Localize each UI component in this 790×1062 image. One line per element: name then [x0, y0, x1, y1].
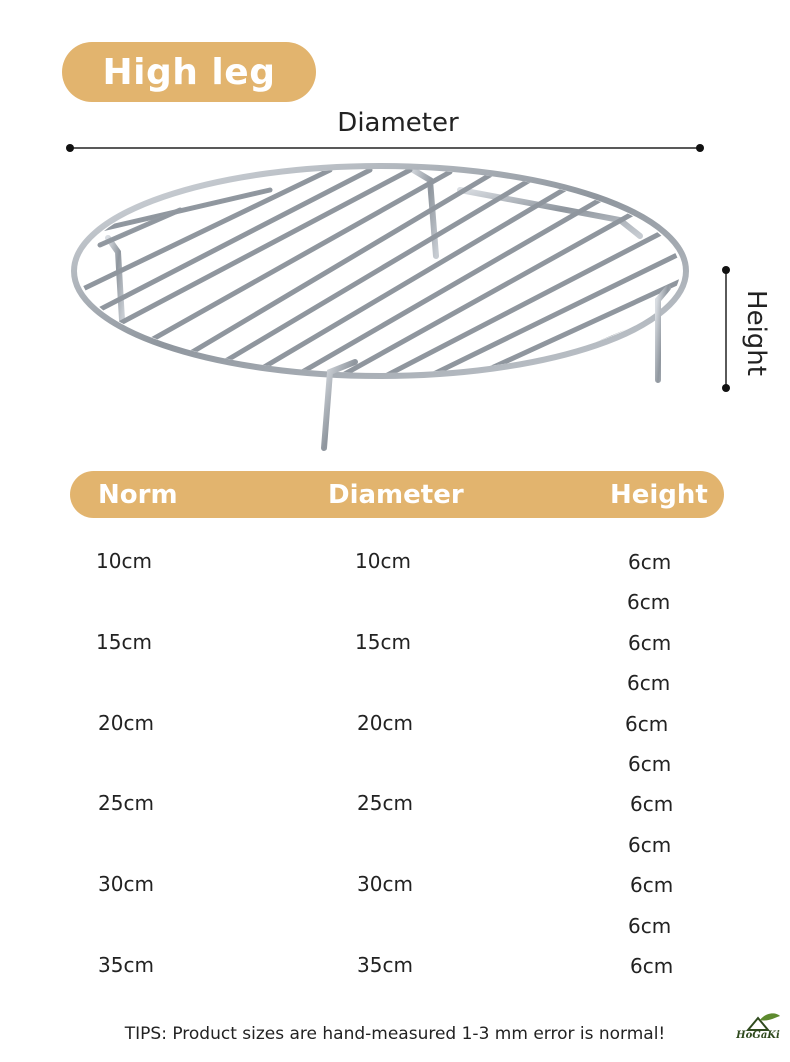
diameter-cell: 10cm [355, 549, 411, 573]
header-norm: Norm [98, 480, 178, 510]
diameter-label: Diameter [337, 108, 459, 138]
height-label: Height [741, 290, 771, 376]
diameter-dimension-line [66, 144, 704, 152]
height-cell: 6cm [625, 712, 669, 736]
table-header [70, 471, 724, 518]
header-diameter: Diameter [328, 480, 464, 510]
leaf-house-icon [730, 1010, 786, 1032]
diameter-cell: 30cm [357, 872, 413, 896]
height-cell: 6cm [630, 792, 674, 816]
brand-logo-text: HoGaKi [736, 1030, 780, 1041]
norm-cell: 35cm [98, 953, 154, 977]
height-cell: 6cm [628, 833, 672, 857]
height-cell: 6cm [627, 590, 671, 614]
height-cell: 6cm [628, 752, 672, 776]
height-cell: 6cm [630, 873, 674, 897]
diameter-cell: 25cm [357, 791, 413, 815]
diameter-cell: 20cm [357, 711, 413, 735]
height-dimension-line [722, 266, 730, 392]
diameter-cell: 35cm [357, 953, 413, 977]
norm-cell: 25cm [98, 791, 154, 815]
diameter-cell: 15cm [355, 630, 411, 654]
norm-cell: 30cm [98, 872, 154, 896]
height-cell: 6cm [628, 550, 672, 574]
height-cell: 6cm [630, 954, 674, 978]
height-cell: 6cm [628, 914, 672, 938]
tips-note: TIPS: Product sizes are hand-measured 1-3 mm error is normal! [124, 1024, 666, 1044]
brand-logo [730, 1010, 786, 1054]
header-height: Height [610, 480, 708, 510]
height-cell: 6cm [628, 631, 672, 655]
high-leg-badge: High leg [62, 42, 316, 102]
norm-cell: 15cm [96, 630, 152, 654]
norm-cell: 20cm [98, 711, 154, 735]
norm-cell: 10cm [96, 549, 152, 573]
height-cell: 6cm [627, 671, 671, 695]
rack-diagram [0, 0, 790, 470]
